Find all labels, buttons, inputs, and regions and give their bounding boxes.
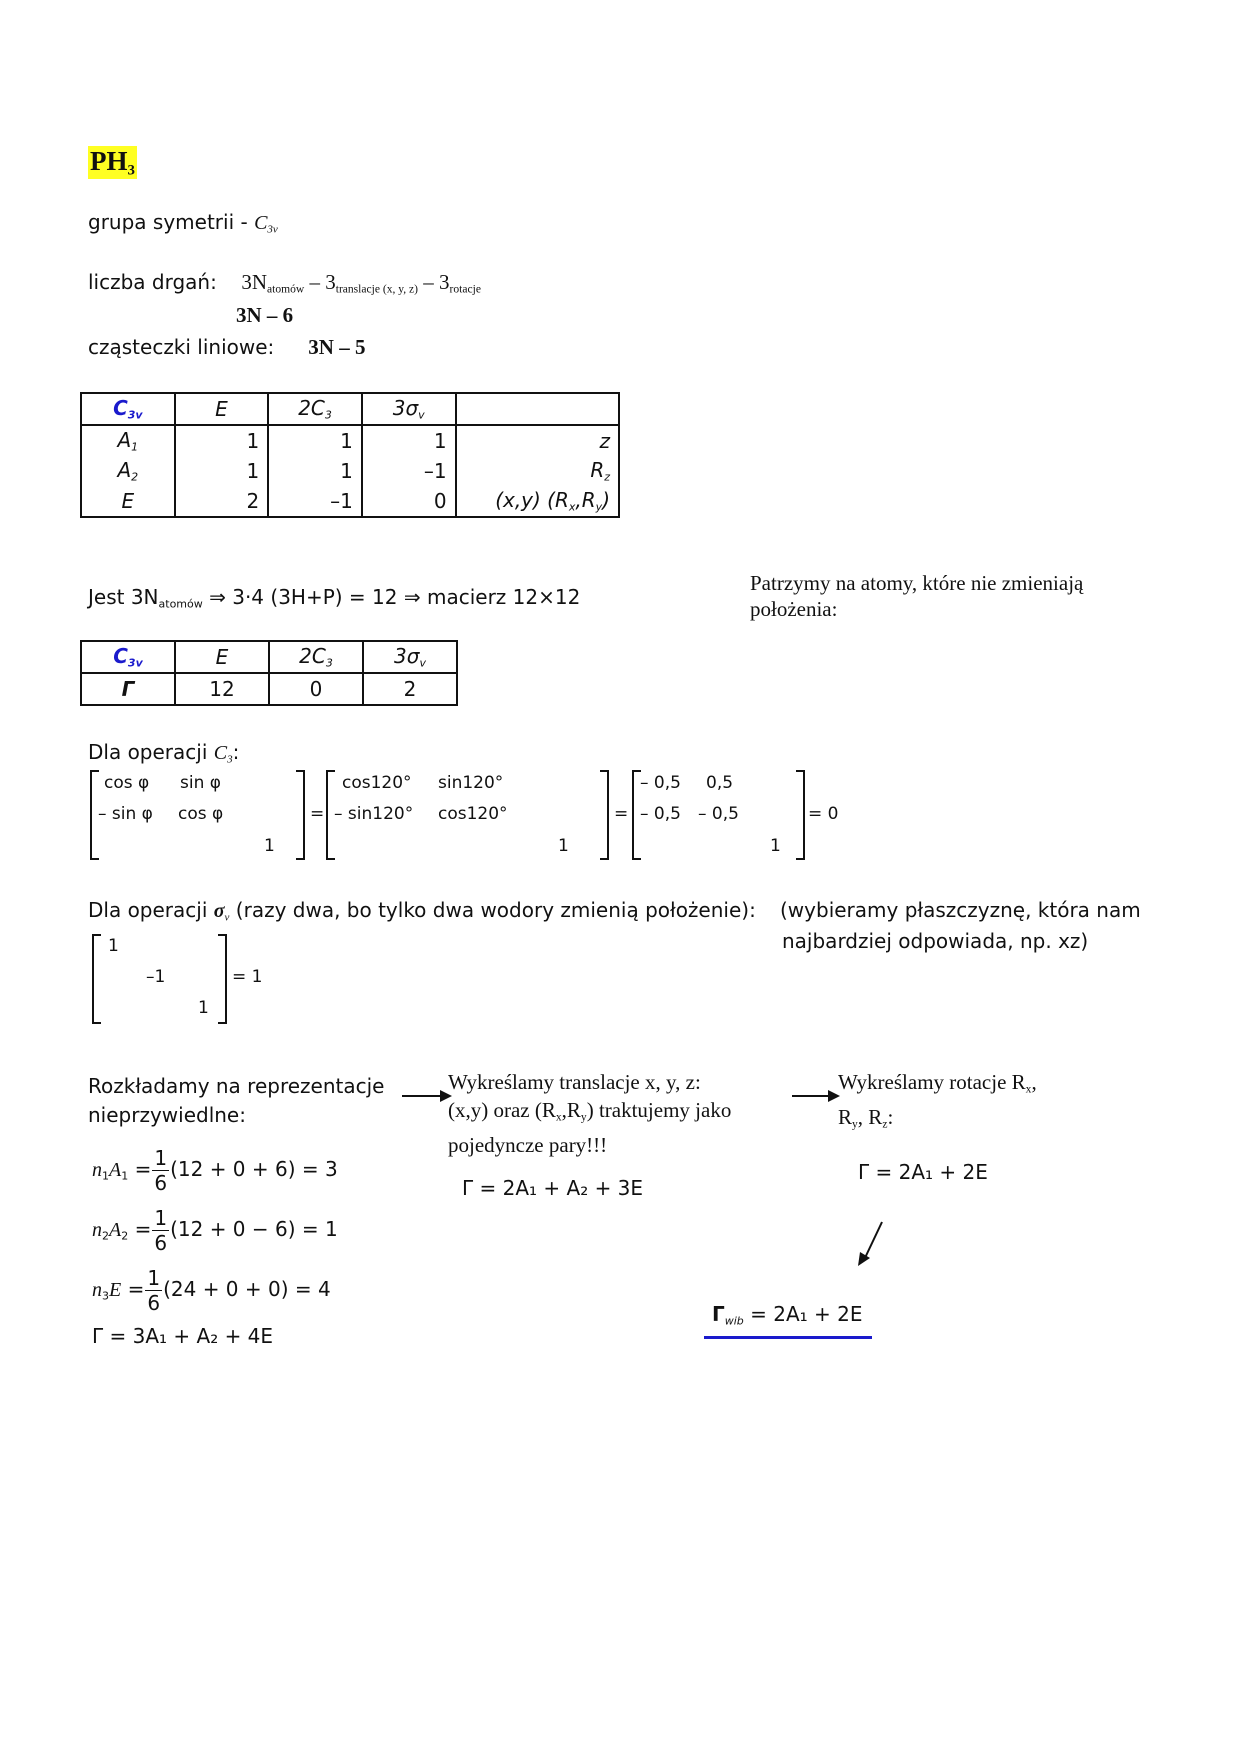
arrow-right-icon	[402, 1095, 442, 1097]
header-3sigma: $3\sigma_v$	[362, 393, 456, 425]
gamma-vibrational-result: $\Gamma_{wib} = 2A_1 + 2E$	[712, 1302, 863, 1328]
reduction-eq-e: $n_3E$ = $\frac{1}{6}$ (24 + 0 + 0) = 4	[92, 1266, 331, 1315]
matrix-trace-result: = 0	[808, 804, 839, 824]
matrix-size-line: Jest $3N_{atomów}$ ⇒ 3·4 (3H+P) = 12 ⇒ macierz 12×12	[88, 585, 581, 611]
header-basis	[456, 393, 619, 425]
header-2c3: $2C_3$	[268, 393, 362, 425]
gamma-after-rotations: Γ = 2A₁ + 2E	[858, 1160, 988, 1184]
arrow-down-left-icon	[852, 1218, 892, 1270]
step-translations: Wykreślamy translacje x, y, z: (x,y) oraz $(R_x,R_y)$ traktujemy jako pojedyncze pary!!!	[448, 1070, 732, 1158]
plane-choice-note-2: najbardziej odpowiada, np. xz)	[782, 929, 1089, 953]
table-row: Γ 12 0 2	[81, 673, 457, 705]
equals-sign: =	[614, 804, 629, 824]
page-title: $PH_3$	[90, 146, 135, 179]
header-e: E	[175, 393, 269, 425]
linear-molecules-line: cząsteczki liniowe: 3N – 5	[88, 335, 366, 359]
c3-operation-label: Dla operacji $C_3$:	[88, 740, 240, 766]
symmetry-group-line: grupa symetrii - $C_{3v}$	[88, 210, 278, 236]
gamma-after-translations: Γ = 2A₁ + A₂ + 3E	[462, 1176, 644, 1200]
vibrations-count-line: liczba drgań: $3N_{atomów} - 3_{translacje (x, y, z)} - 3_{rotacje}$	[88, 270, 481, 296]
reduction-eq-a2: $n_2A_2$ = $\frac{1}{6}$ (12 + 0 − 6) = 1	[92, 1206, 338, 1255]
table-row: E 2 –1 0 (x,y) $(R_x,R_y)$	[81, 486, 619, 517]
result-underline	[704, 1336, 872, 1339]
character-table	[80, 392, 620, 518]
nonlinear-formula: 3N – 6	[236, 303, 294, 327]
header-group: $C_{3v}$	[81, 393, 175, 425]
reduction-eq-a1: $n_1A_1$ = $\frac{1}{6}$ (12 + 0 + 6) = 3	[92, 1146, 338, 1195]
arrow-right-icon	[792, 1095, 830, 1097]
plane-choice-note: (wybieramy płaszczyznę, która nam	[780, 898, 1141, 922]
reduction-label: Rozkładamy na reprezentacje nieprzywiedlne:	[88, 1074, 385, 1127]
table-row: $A_2$ 1 1 –1 $R_z$	[81, 456, 619, 486]
atoms-note: Patrzymy na atomy, które nie zmieniają położenia:	[750, 571, 1084, 621]
gamma-reducible-result: Γ = 3A₁ + A₂ + 4E	[92, 1324, 274, 1348]
matrix-trace-result: = 1	[232, 967, 263, 987]
step-rotations: Wykreślamy rotacje $R_x$, $R_y$, $R_z$:	[838, 1070, 1037, 1131]
table-row: $A_1$ 1 1 1 z	[81, 425, 619, 456]
equals-sign: =	[310, 804, 325, 824]
sigma-operation-label: Dla operacji $\sigma_v$ (razy dwa, bo tylko dwa wodory zmienią położenie):	[88, 898, 756, 924]
gamma-table: $C_{3v}$ E $2C_3$ $3\sigma_v$ Γ 12 0 2	[80, 640, 458, 706]
